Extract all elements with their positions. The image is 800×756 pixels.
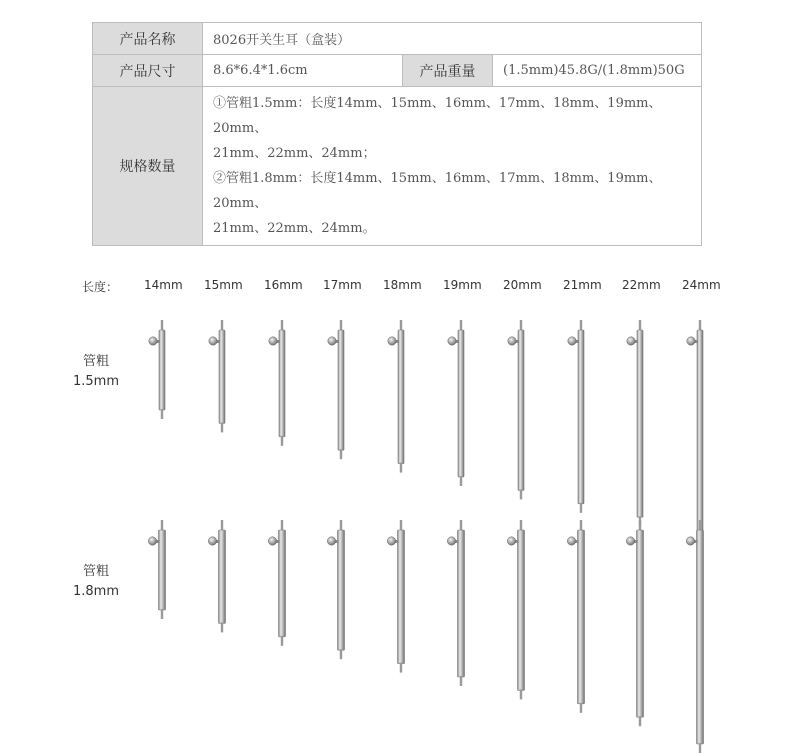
pin-1.5mm-21mm: [568, 320, 584, 513]
pin-tube: [458, 330, 464, 477]
spec-label-weight: 产品重量: [403, 55, 493, 87]
length-label-14mm: 14mm: [144, 278, 183, 292]
pin-knob: [148, 537, 156, 545]
pin-bottom-tip: [580, 703, 582, 713]
pin-tube: [637, 530, 644, 717]
pin-1.5mm-22mm: [627, 320, 643, 526]
length-label-16mm: 16mm: [264, 278, 303, 292]
length-label-21mm: 21mm: [563, 278, 602, 292]
pin-knob: [508, 337, 516, 345]
pin-bottom-tip: [580, 503, 582, 513]
pin-1.8mm-22mm: [626, 520, 643, 726]
pin-tube: [159, 530, 166, 610]
pin-tube: [518, 330, 524, 490]
pin-bottom-tip: [281, 436, 283, 446]
spec-value-weight: (1.5mm)45.8G/(1.8mm)50G: [493, 55, 702, 87]
pin-1.8mm-18mm: [387, 520, 404, 673]
pin-tube: [219, 530, 226, 623]
pin-tube: [637, 330, 643, 517]
row-label-1-5mm-top: 管粗: [82, 354, 109, 369]
pin-bottom-tip: [340, 649, 342, 659]
pin-knob: [209, 337, 217, 345]
pin-bottom-tip: [340, 449, 342, 459]
pin-1.5mm-14mm: [149, 320, 165, 419]
pin-knob: [568, 337, 576, 345]
pin-1.8mm-16mm: [268, 520, 285, 646]
pin-knob: [626, 537, 634, 545]
pin-tube: [398, 330, 404, 464]
pin-tube: [279, 530, 286, 637]
pin-knob: [507, 537, 515, 545]
pin-bottom-tip: [460, 476, 462, 486]
length-label-19mm: 19mm: [443, 278, 482, 292]
pin-tube: [338, 330, 344, 450]
pin-bottom-tip: [699, 743, 701, 753]
length-label-24mm: 24mm: [682, 278, 721, 292]
pin-bottom-tip: [460, 676, 462, 686]
length-label-20mm: 20mm: [503, 278, 542, 292]
pin-bottom-tip: [639, 716, 641, 726]
spec-label-name: 产品名称: [93, 23, 203, 55]
length-label-22mm: 22mm: [622, 278, 661, 292]
pin-1.5mm-17mm: [328, 320, 344, 459]
pin-1.8mm-14mm: [148, 520, 165, 619]
pin-knob: [327, 537, 335, 545]
spec-line-4: 21mm、22mm、24mm。: [213, 221, 376, 236]
pin-knob: [447, 537, 455, 545]
spec-line-1: ①管粗1.5mm：长度14mm、15mm、16mm、17mm、18mm、19mm、20mm、: [213, 96, 662, 136]
row-label-1-8mm-bottom: 1.8mm: [72, 584, 119, 599]
row-label-1-8mm-top: 管粗: [82, 564, 109, 579]
spec-line-3: ②管粗1.8mm：长度14mm、15mm、16mm、17mm、18mm、19mm、20mm、: [213, 171, 662, 211]
pin-1.5mm-15mm: [209, 320, 225, 432]
pin-bottom-tip: [281, 636, 283, 646]
pin-tube: [458, 530, 465, 677]
pin-1.8mm-21mm: [567, 520, 584, 713]
spec-label-quantity: 规格数量: [93, 87, 203, 246]
pin-1.8mm-19mm: [447, 520, 464, 686]
pin-knob: [268, 537, 276, 545]
pin-1.5mm-18mm: [388, 320, 404, 473]
pin-knob: [388, 337, 396, 345]
pin-bottom-tip: [400, 463, 402, 473]
pin-tube: [697, 330, 703, 544]
pin-1.5mm-24mm: [687, 320, 703, 553]
pin-bottom-tip: [161, 409, 163, 419]
pin-knob: [328, 337, 336, 345]
pin-knob: [208, 537, 216, 545]
pin-knob: [149, 337, 157, 345]
pin-1.8mm-20mm: [507, 520, 524, 699]
pin-knob: [269, 337, 277, 345]
pin-bottom-tip: [221, 422, 223, 432]
spec-line-2: 21mm、22mm、24mm；: [213, 146, 376, 161]
pin-knob: [686, 537, 694, 545]
spec-value-size: 8.6*6.4*1.6cm: [203, 55, 403, 87]
pin-bottom-tip: [400, 663, 402, 673]
pin-knob: [387, 537, 395, 545]
length-label-17mm: 17mm: [323, 278, 362, 292]
length-title: 长度：: [82, 280, 119, 294]
pin-tube: [518, 530, 525, 690]
pin-1.8mm-24mm: [686, 520, 703, 753]
pin-knob: [687, 337, 695, 345]
pin-tube: [219, 330, 225, 423]
pin-knob: [567, 537, 575, 545]
length-label-18mm: 18mm: [383, 278, 422, 292]
pin-1.5mm-20mm: [508, 320, 524, 499]
pin-tube: [279, 330, 285, 437]
pin-bottom-tip: [161, 609, 163, 619]
pin-tube: [578, 330, 584, 504]
pin-1.8mm-17mm: [327, 520, 344, 659]
pin-1.5mm-19mm: [448, 320, 464, 486]
pin-bottom-tip: [221, 622, 223, 632]
spec-value-name: 8026开关生耳（盒装）: [203, 23, 702, 55]
pin-knob: [627, 337, 635, 345]
pin-tube: [398, 530, 405, 664]
pin-knob: [448, 337, 456, 345]
row-label-1-5mm-bottom: 1.5mm: [72, 374, 119, 389]
pin-tube: [578, 530, 585, 704]
pin-1.5mm-16mm: [269, 320, 285, 446]
pin-bottom-tip: [520, 489, 522, 499]
spec-label-size: 产品尺寸: [93, 55, 203, 87]
pin-bottom-tip: [520, 689, 522, 699]
pin-tube: [338, 530, 345, 650]
pin-1.8mm-15mm: [208, 520, 225, 632]
pin-tube: [697, 530, 704, 744]
length-label-15mm: 15mm: [204, 278, 243, 292]
